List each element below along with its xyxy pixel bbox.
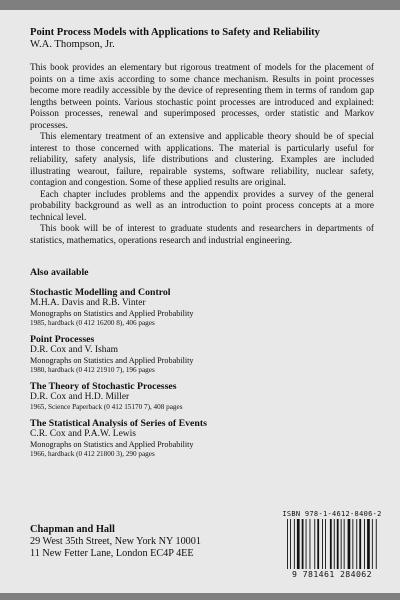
related-book-series: Monographs on Statistics and Applied Probability bbox=[30, 309, 194, 318]
publisher-address-us: 29 West 35th Street, New York NY 10001 bbox=[30, 536, 201, 547]
related-book-details: 1965, Science Paperback (0 412 15170 7), 408 pages bbox=[30, 403, 183, 411]
related-book-title: The Theory of Stochastic Processes bbox=[30, 381, 177, 392]
top-border-rule bbox=[0, 0, 400, 10]
book-author: W.A. Thompson, Jr. bbox=[30, 39, 115, 50]
related-book-3 bbox=[30, 381, 374, 412]
related-book-title: The Statistical Analysis of Series of Events bbox=[30, 418, 207, 429]
related-book-authors: D.R. Cox and V. Isham bbox=[30, 345, 119, 355]
related-book-details: 1980, hardback (0 412 21910 7), 196 pages bbox=[30, 366, 155, 374]
barcode-number: 9 781461 284062 bbox=[292, 569, 372, 579]
isbn-label: ISBN 978-1-4612-8406-2 bbox=[282, 510, 382, 518]
publisher-block bbox=[30, 524, 280, 560]
description-paragraph-1: This book provides an elementary but rigorous treatment of models for the placement of points on a time axis according to some chance mechanism. Results in point processes become more readily accessible by the device of representing them in terms of random gap lengths between points. Various stochastic point processes are introduced and explained: Poisson processes, renewal and superimposed processes, order statistic and Markov processes. bbox=[30, 63, 374, 131]
publisher-address-uk: 11 New Fetter Lane, London EC4P 4EE bbox=[30, 548, 194, 559]
back-cover-text bbox=[30, 26, 374, 465]
related-book-details: 1966, hardback (0 412 21800 3), 290 pages bbox=[30, 450, 155, 458]
description-paragraph-2: This elementary treatment of an extensive and applicable theory should be of special interest to those concerned with applications. The material is particularly useful for reliability, safety analysis, life distributions and clustering. Examples are included illustrating wearout, failure, repairable systems, software reliability, nuclear safety, contagion and congestion. Some of these applied results are original. bbox=[30, 132, 374, 188]
description-paragraph-3: Each chapter includes problems and the appendix provides a survey of the general probability background as well as an introduction to point process concepts at a more technical level. bbox=[30, 189, 374, 223]
related-book-1 bbox=[30, 287, 374, 328]
publisher-name: Chapman and Hall bbox=[30, 524, 115, 535]
bottom-border-rule bbox=[0, 593, 400, 600]
related-book-authors: M.H.A. Davis and R.B. Vinter bbox=[30, 298, 146, 308]
also-available-heading: Also available bbox=[30, 267, 89, 278]
book-title: Point Process Models with Applications to Safety and Reliability bbox=[30, 27, 320, 38]
isbn-barcode-block bbox=[282, 510, 382, 588]
related-book-authors: D.R. Cox and H.D. Miller bbox=[30, 392, 130, 402]
related-book-4 bbox=[30, 418, 374, 459]
description-paragraph-4: This book will be of interest to graduate students and researchers in departments of statistics, mathematics, operations research and industrial engineering. bbox=[30, 224, 374, 246]
related-book-2 bbox=[30, 334, 374, 375]
related-book-title: Point Processes bbox=[30, 334, 95, 345]
related-book-title: Stochastic Modelling and Control bbox=[30, 287, 171, 298]
related-book-authors: C.R. Cox and P.A.W. Lewis bbox=[30, 429, 137, 439]
related-book-series: Monographs on Statistics and Applied Probability bbox=[30, 440, 194, 449]
related-book-details: 1985, hardback (0 412 16200 8), 406 pages bbox=[30, 319, 155, 327]
related-book-series: Monographs on Statistics and Applied Probability bbox=[30, 356, 194, 365]
barcode-image bbox=[285, 519, 379, 569]
